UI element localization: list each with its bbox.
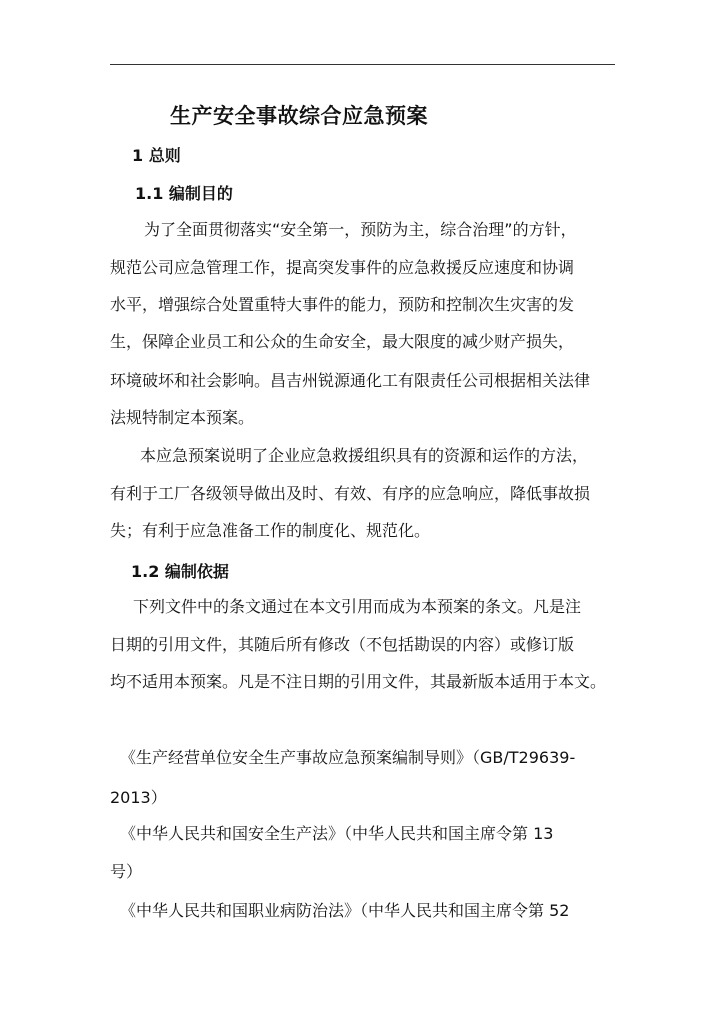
paragraph-line: 规范公司应急管理工作，提高突发事件的应急救援反应速度和协调	[110, 258, 575, 277]
paragraph-line: 为了全面贯彻落实“安全第一，预防为主，综合治理”的方针，	[144, 220, 577, 239]
reference-line: 《中华人民共和国安全生产法》（中华人民共和国主席令第 13	[120, 824, 554, 843]
paragraph-line: 下列文件中的条文通过在本文引用而成为本预案的条文。凡是注	[133, 597, 582, 616]
paragraph-line: 日期的引用文件，其随后所有修改（不包括勘误的内容）或修订版	[110, 635, 575, 654]
paragraph-line: 法规特制定本预案。	[110, 408, 255, 427]
reference-line: 2013）	[110, 788, 167, 807]
paragraph-line: 生，保障企业员工和公众的生命安全，最大限度的减少财产损失，	[110, 332, 575, 351]
document-title: 生产安全事故综合应急预案	[170, 104, 428, 128]
paragraph-line: 有利于工厂各级领导做出及时、有效、有序的应急响应，降低事故损	[110, 484, 591, 503]
reference-line: 《生产经营单位安全生产事故应急预案编制导则》（GB/T29639-	[120, 748, 576, 767]
section-heading-1: 1 总则	[132, 146, 181, 165]
paragraph-line: 失；有利于应急准备工作的制度化、规范化。	[110, 521, 431, 540]
header-rule	[110, 64, 615, 65]
reference-line: 号）	[110, 862, 143, 881]
paragraph-line: 本应急预案说明了企业应急救援组织具有的资源和运作的方法，	[140, 446, 589, 465]
section-heading-1-2: 1.2 编制依据	[131, 562, 229, 581]
reference-line: 《中华人民共和国职业病防治法》（中华人民共和国主席令第 52	[120, 901, 570, 920]
paragraph-line: 环境破坏和社会影响。昌吉州锐源通化工有限责任公司根据相关法律	[110, 371, 591, 390]
section-heading-1-1: 1.1 编制目的	[135, 184, 233, 203]
paragraph-line: 均不适用本预案。凡是不注日期的引用文件，其最新版本适用于本文。	[110, 672, 607, 691]
paragraph-line: 水平，增强综合处置重特大事件的能力，预防和控制次生灾害的发	[110, 295, 575, 314]
